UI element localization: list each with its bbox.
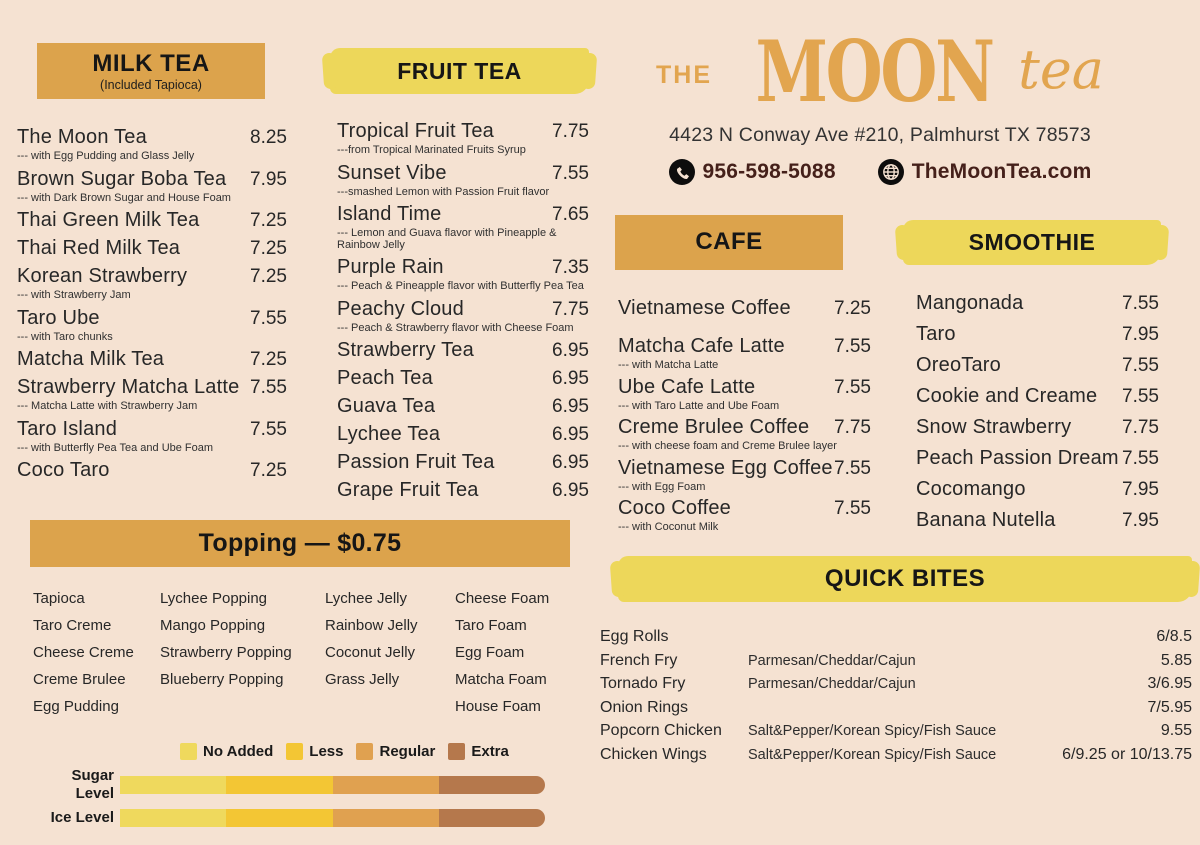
menu-item-row [618,374,871,401]
menu-item-description: --- with Egg Foam [618,480,706,493]
menu-item-price: 7.55 [834,457,871,479]
topping-grid [30,585,570,720]
menu-item-name: Strawberry Tea [337,339,474,361]
menu-item [17,416,287,457]
menu-item-row [337,201,589,228]
menu-item-name: The Moon Tea [17,126,147,148]
brand-the: THE [656,60,713,89]
quick-bites-name: Egg Rolls [600,628,669,645]
topping-item: Strawberry Popping [160,644,292,661]
menu-item-price: 7.55 [834,336,871,357]
menu-item-price: 7.75 [552,298,589,320]
address-text: 4423 N Conway Ave #210, Palmhurst TX 78573 [669,124,1091,146]
menu-item [337,296,589,337]
menu-item-row [17,457,287,484]
fruit-tea-items [330,118,589,504]
menu-item-name: Thai Green Milk Tea [17,209,200,231]
quick-bites-options: Parmesan/Cheddar/Cajun [748,676,916,692]
menu-item-price: 7.55 [1122,293,1159,314]
levels-legend [30,741,545,761]
sugar-level-bar [120,776,545,794]
menu-item-name: Korean Strawberry [17,265,188,287]
menu-item-name: Peach Passion Dream [916,447,1119,469]
menu-item [337,254,589,295]
menu-item-row [337,477,589,504]
menu-item-price: 6.95 [552,452,589,473]
menu-item [916,445,1159,472]
menu-item [337,365,589,392]
quick-bites-items [600,628,1192,769]
quick-bites-price: 6/8.5 [1156,628,1192,645]
level-bar-segment [120,809,226,827]
menu-item-row [618,455,871,482]
level-bar-segment [333,809,439,827]
quick-bites-price: 7/5.95 [1147,698,1192,716]
menu-item [618,495,871,536]
menu-item-price: 7.55 [834,376,871,398]
menu-item-name: Snow Strawberry [916,416,1072,438]
menu-item-row [17,235,287,262]
quick-bites-price: 6/9.25 or 10/13.75 [1062,745,1192,763]
menu-item-price: 7.95 [1122,479,1159,500]
menu-item [17,207,287,234]
menu-item-row [337,118,589,145]
menu-item-price: 7.75 [552,121,589,142]
menu-item-name: Mangonada [916,292,1024,314]
menu-item-description: --- with cheese foam and Creme Brulee layer [618,440,837,452]
menu-item-price: 7.25 [834,298,871,319]
menu-item-row [916,321,1159,348]
menu-item-name: Ube Cafe Latte [618,375,756,398]
menu-item-price: 7.95 [1122,324,1159,345]
menu-item-row [17,263,287,290]
menu-item-row [17,166,287,193]
fruit-tea-title: FRUIT TEA [397,57,522,84]
menu-item [337,477,589,504]
sugar-level-row [30,767,545,803]
quick-bites-price: 3/6.95 [1147,675,1192,692]
topping-column-2 [160,585,325,720]
menu-item-name: Strawberry Matcha Latte [17,376,240,398]
menu-item-price: 6.95 [552,396,589,417]
menu-item-row [916,476,1159,503]
menu-item-price: 7.25 [250,266,287,287]
topping-section [30,520,570,720]
quick-bites-price: 9.55 [1160,722,1192,739]
menu-item-row [337,160,589,187]
topping-item: House Foam [455,698,541,715]
quick-bites-price: 5.85 [1160,651,1192,669]
website-chip [878,159,1092,185]
menu-item-row [337,365,589,392]
menu-item-price: 6.95 [552,368,589,389]
menu-item-row [618,295,871,322]
menu-item [337,393,589,420]
menu-item-price: 7.25 [250,349,287,370]
menu-item [337,337,589,364]
sugar-level-label: Sugar Level [71,767,114,802]
topping-item: Coconut Jelly [325,644,416,661]
menu-item [337,421,589,448]
menu-item-name: Taro Ube [17,306,100,329]
menu-item-row [337,296,589,323]
topping-header [30,520,570,567]
level-bar-segment [439,809,545,827]
menu-item-name: Vietnamese Coffee [618,297,791,319]
menu-item [337,201,589,253]
menu-item-name: Passion Fruit Tea [337,451,495,473]
menu-item-description: --- Lemon and Guava flavor with Pineapple & Rainbow Jelly [337,227,557,251]
quick-bites-name: Popcorn Chicken [600,722,722,739]
phone-icon [669,159,695,185]
ice-level-row [30,809,545,827]
contact-row [640,159,1120,185]
menu-item-price: 7.55 [834,498,871,519]
website-url: TheMoonTea.com [911,160,1092,183]
cafe-title: CAFE [695,228,763,255]
menu-item-name: Cocomango [916,478,1026,500]
levels-section [30,741,545,827]
menu-item-name: Matcha Milk Tea [17,348,165,370]
menu-item [17,166,287,207]
legend-swatch [180,743,197,760]
menu-item [17,457,287,484]
cafe-header [615,215,843,270]
topping-title: Topping — $0.75 [198,529,402,557]
quick-bites-row [600,675,1192,699]
menu-item-price: 7.75 [834,417,871,438]
topping-item: Taro Creme [33,617,112,634]
menu-item-row [916,383,1159,410]
menu-item-row [17,374,287,401]
level-bar-segment [333,776,439,794]
menu-item-description: --- Matcha Latte with Strawberry Jam [17,400,198,412]
ice-level-label: Ice Level [50,809,114,826]
brand-tea: tea [1018,37,1104,101]
menu-item-row [337,449,589,476]
topping-item: Egg Pudding [33,698,119,715]
topping-item: Lychee Popping [160,590,268,607]
level-bar-segment [226,809,332,827]
topping-column-4 [455,585,570,720]
menu-item [916,321,1159,348]
quick-bites-options: Salt&Pepper/Korean Spicy/Fish Sauce [748,746,997,763]
menu-item-row [618,414,871,441]
menu-item-name: Creme Brulee Coffee [618,416,810,438]
quick-bites-row [600,746,1192,770]
menu-item-description: --- with Butterfly Pea Tea and Ube Foam [17,441,214,454]
menu-item-name: Island Time [337,203,442,225]
menu-item [337,160,589,201]
smoothie-section [903,220,1159,538]
milk-tea-header [37,43,265,99]
topping-item: Cheese Creme [33,644,134,661]
menu-item-name: Guava Tea [337,395,436,417]
milk-tea-section [17,43,287,485]
menu-item-name: Tropical Fruit Tea [337,120,494,142]
brand-header [640,22,1120,185]
quick-bites-name: French Fry [600,651,678,669]
quick-bites-options: Parmesan/Cheddar/Cajun [748,652,916,669]
menu-item [916,290,1159,317]
menu-item-description: --- Peach & Strawberry flavor with Cheese Foam [337,321,574,334]
menu-item-price: 7.55 [1122,355,1159,376]
menu-item-price: 7.25 [250,210,287,231]
quick-bites-name: Onion Rings [600,698,689,716]
menu-item-row [916,507,1159,534]
milk-tea-items [17,124,287,484]
legend-swatch [286,743,303,760]
topping-item: Tapioca [33,590,85,607]
milk-tea-title: MILK TEA [92,50,210,77]
menu-item [618,333,871,374]
menu-item-name: Coco Coffee [618,497,732,519]
menu-item-price: 7.25 [250,460,287,481]
quick-bites-row [600,652,1192,676]
milk-tea-subtitle: (Included Tapioca) [100,78,202,92]
menu-item-row [916,445,1159,472]
menu-item-row [618,333,871,360]
menu-item-row [17,416,287,443]
menu-item-name: Peach Tea [337,367,433,389]
menu-item-row [17,346,287,373]
menu-item [17,305,287,346]
menu-item [17,263,287,304]
menu-item-price: 7.65 [552,204,589,225]
menu-item [916,414,1159,441]
topping-column-1 [33,585,160,720]
globe-icon [878,159,904,185]
menu-item [17,124,287,165]
menu-item-name: Matcha Cafe Latte [618,335,785,357]
menu-item-row [337,337,589,364]
legend-swatch [356,743,373,760]
menu-item-price: 7.55 [250,307,287,329]
menu-item [916,476,1159,503]
menu-item-description: ---smashed Lemon with Passion Fruit flavor [337,185,550,198]
level-bar-segment [226,776,332,794]
menu-item-row [916,352,1159,379]
menu-item-name: Purple Rain [337,256,444,278]
menu-item [17,374,287,415]
menu-item-row [17,305,287,332]
menu-item-row [916,290,1159,317]
menu-item-row [337,421,589,448]
menu-item-row [337,393,589,420]
menu-item-price: 7.95 [1122,510,1159,531]
legend-entry [286,743,343,760]
topping-item: Rainbow Jelly [325,617,418,634]
quick-bites-row [600,699,1192,723]
topping-item: Lychee Jelly [325,590,407,607]
menu-item [916,507,1159,534]
menu-item-name: OreoTaro [916,354,1001,376]
quick-bites-name: Tornado Fry [600,675,686,692]
menu-item [618,455,871,496]
topping-column-3 [325,585,455,720]
legend-label: Extra [471,742,509,760]
menu-item-description: --- with Matcha Latte [618,359,719,371]
menu-item [916,352,1159,379]
topping-item: Mango Popping [160,617,266,634]
menu-item-price: 6.95 [552,340,589,361]
menu-item-description: --- with Strawberry Jam [17,289,131,301]
menu-item-price: 7.55 [1122,386,1159,407]
smoothie-title: SMOOTHIE [968,229,1096,255]
quick-bites-header [618,556,1192,602]
menu-item-name: Cookie and Creame [916,385,1098,407]
menu-item-row [337,254,589,281]
ice-level-bar [120,809,545,827]
quick-bites-section [600,556,1192,769]
menu-item-row [916,414,1159,441]
menu-item-price: 8.25 [250,127,287,148]
menu-item-row [17,207,287,234]
brand-logo [640,22,1120,121]
topping-item: Blueberry Popping [160,671,284,688]
menu-item-price: 7.35 [552,257,589,278]
smoothie-items [903,290,1159,534]
menu-item-name: Brown Sugar Boba Tea [17,167,227,190]
topping-item: Taro Foam [455,617,527,634]
menu-item-description: --- with Dark Brown Sugar and House Foam [17,191,231,204]
legend-entry [356,743,435,760]
legend-label: No Added [203,742,274,760]
quick-bites-name: Chicken Wings [600,745,707,763]
menu-item-name: Thai Red Milk Tea [17,237,181,259]
menu-item-name: Lychee Tea [337,423,441,445]
legend-label: Less [309,742,344,760]
cafe-items [615,295,871,536]
topping-item: Grass Jelly [325,671,400,688]
menu-item-price: 7.25 [250,238,287,259]
phone-number: 956-598-5088 [702,160,836,183]
legend-entry [180,743,273,760]
legend-label: Regular [379,742,436,760]
menu-item-name: Grape Fruit Tea [337,479,479,501]
menu-item-name: Peachy Cloud [337,297,464,320]
level-bar-segment [120,776,226,794]
menu-item-price: 7.55 [1122,448,1159,469]
menu-item-name: Banana Nutella [916,509,1056,531]
menu-item-price: 6.95 [552,424,589,445]
menu-item [17,346,287,373]
topping-item: Egg Foam [455,644,525,661]
quick-bites-row [600,628,1192,652]
menu-item-description: --- with Taro chunks [17,330,113,343]
menu-item-price: 7.75 [1122,417,1159,438]
menu-item [17,235,287,262]
menu-item-price: 7.55 [552,162,589,184]
quick-bites-title: QUICK BITES [824,565,986,592]
menu-item-price: 6.95 [552,480,589,501]
fruit-tea-section [330,48,589,505]
menu-item-row [17,124,287,151]
menu-item-name: Coco Taro [17,459,110,481]
brand-moon: MOON [755,22,993,121]
menu-item-name: Sunset Vibe [337,161,447,184]
topping-item: Cheese Foam [455,590,550,607]
menu-item-name: Taro [916,323,956,345]
menu-item [337,118,589,159]
menu-item-description: --- with Coconut Milk [618,521,719,533]
menu-item-price: 7.55 [250,377,287,398]
smoothie-header [903,220,1161,265]
menu-item-description: --- Peach & Pineapple flavor with Butterfly Pea Tea [337,280,584,292]
fruit-tea-header [330,48,589,94]
menu-item-price: 7.55 [250,418,287,440]
level-bar-segment [439,776,545,794]
legend-entry [448,743,509,760]
cafe-section [615,215,871,536]
menu-item-name: Taro Island [17,417,118,440]
topping-item: Creme Brulee [33,671,126,688]
phone-chip [669,159,836,185]
menu-item [337,449,589,476]
quick-bites-options: Salt&Pepper/Korean Spicy/Fish Sauce [748,723,997,739]
menu-item-name: Vietnamese Egg Coffee [618,456,833,479]
menu-item-price: 7.95 [250,168,287,190]
menu-item-description: --- with Egg Pudding and Glass Jelly [17,150,195,162]
menu-item [618,295,871,333]
legend-swatch [448,743,465,760]
menu-item [916,383,1159,410]
menu-item [618,414,871,455]
menu-item-row [618,495,871,522]
menu-item-description: ---from Tropical Marinated Fruits Syrup [337,144,526,156]
menu-item [618,374,871,415]
topping-item: Matcha Foam [455,671,547,688]
menu-item-description: --- with Taro Latte and Ube Foam [618,399,780,412]
quick-bites-row [600,722,1192,746]
